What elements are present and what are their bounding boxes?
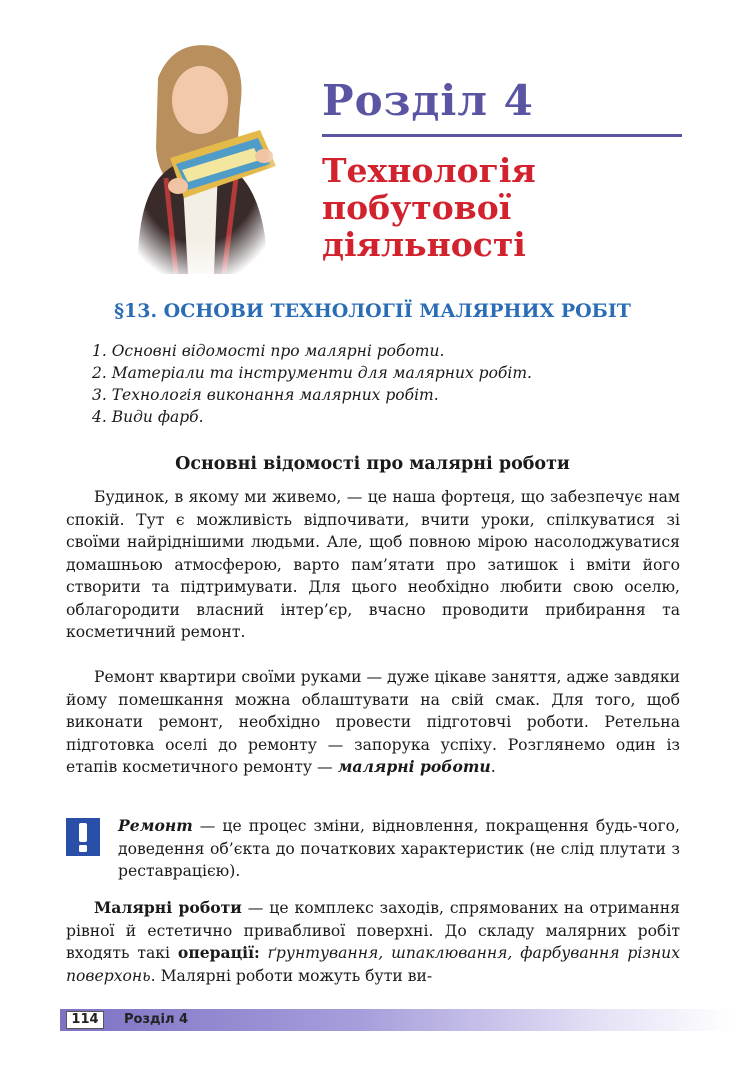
paragraph-home: Будинок, в якому ми живемо, — це наша фортеця, що забезпечує нам спокій. Тут є можливість відпочивати, вчити уроки, спілкуватися зі своїми найріднішими людьми. Але, щоб повною мірою насолоджуватися домашньою атмосферою, варто пам’ятати про затишок і вміти його створити та підтримувати. Для цього необхідно любити свою оселю, облагородити власний інтер’єр, вчасно проводити прибирання та косметичний ремонт. xyxy=(66,488,680,641)
outline-item: 2. Матеріали та інструменти для малярних робіт. xyxy=(92,364,532,382)
definition-note xyxy=(118,815,680,883)
term-operations: операції: xyxy=(177,943,260,962)
chapter-subtitle xyxy=(322,152,682,263)
definition-term: Ремонт xyxy=(118,816,193,835)
exclamation-icon xyxy=(66,818,100,856)
footer-chapter-label: Розділ 4 xyxy=(124,1012,189,1027)
chapter-title: Розділ 4 xyxy=(322,76,534,125)
term-painting-works-bold: Малярні роботи xyxy=(94,898,242,917)
term-painting-works: малярні роботи xyxy=(337,757,491,776)
chapter-subtitle-line: Технологія xyxy=(322,151,536,190)
section-outline xyxy=(92,340,532,428)
subsection-heading: Основні відомості про малярні роботи xyxy=(175,454,570,474)
page-number: 114 xyxy=(66,1011,104,1029)
chapter-subtitle-line: діяльності xyxy=(322,225,526,264)
girl-reading-book-photo xyxy=(118,38,280,274)
chapter-subtitle-line: побутової xyxy=(322,188,512,227)
paragraph-text: Ремонт квартири своїми руками — дуже цікаве заняття, адже завдяки йому помешкання можна облаштувати на свій смак. Для того, щоб виконати ремонт, необхідно провести підготовчі роботи. Ретельна підготовка оселі до ремонту — запорука успіху. Розглянемо один із етапів косметичного ремонту — xyxy=(66,668,680,776)
paragraph-end: . xyxy=(490,758,496,776)
outline-item: 3. Технологія виконання малярних робіт. xyxy=(92,386,439,404)
chapter-title-rule xyxy=(322,134,682,137)
paragraph-text: — це комплекс заходів, спрямованих на отримання рівної й естетично привабливої поверхні. До складу малярних робіт входять такі xyxy=(66,899,680,962)
outline-item: 1. Основні відомості про малярні роботи. xyxy=(92,342,445,360)
outline-item: 4. Види фарб. xyxy=(92,408,204,426)
operations-list: ґрунтування, шпаклювання, фарбування різних поверхонь. xyxy=(66,944,680,985)
definition-text: — це процес зміни, відновлення, покращення будь-чого, доведення об’єкта до початкових характеристик (не слід плутати з реставрацією). xyxy=(118,817,680,880)
paragraph-painting xyxy=(66,897,680,987)
paragraph-text-cont: Малярні роботи можуть бути ви- xyxy=(160,966,433,985)
section-title: §13. ОСНОВИ ТЕХНОЛОГІЇ МАЛЯРНИХ РОБІТ xyxy=(114,300,631,322)
paragraph-repair xyxy=(66,666,680,779)
